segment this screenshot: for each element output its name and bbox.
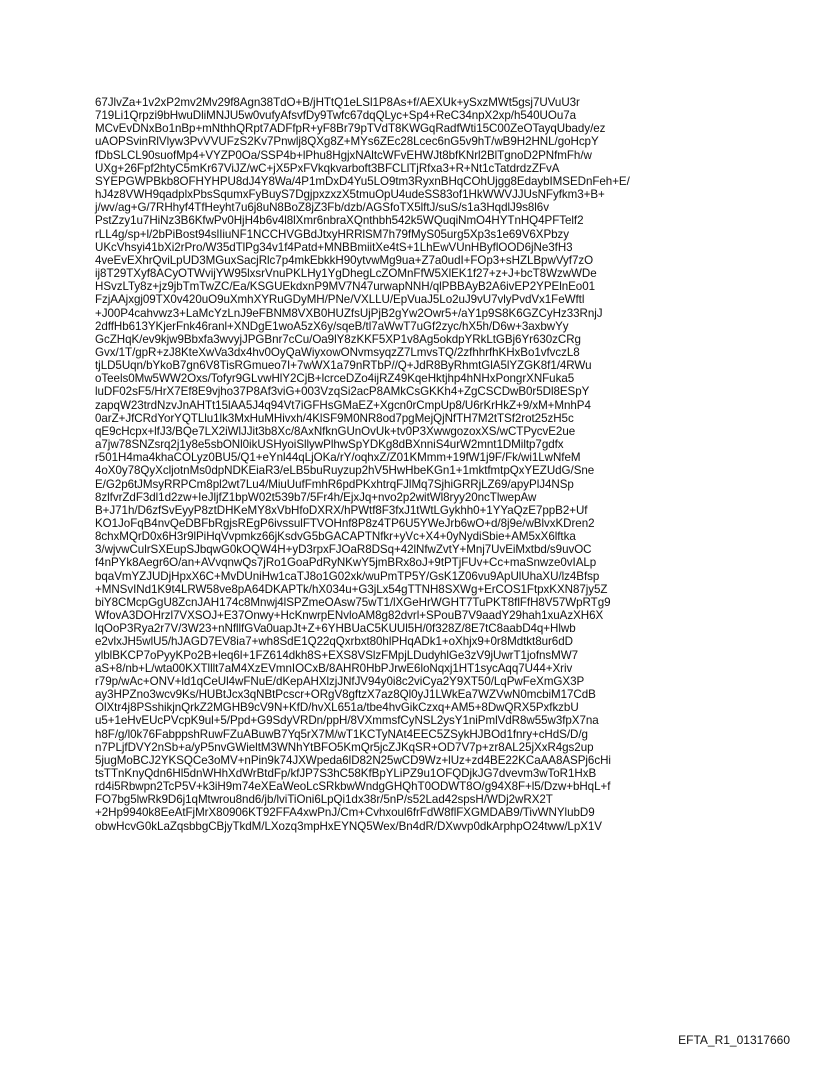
- text-line: OlXtr4j8PSshikjnQrkZ2MGHB9cV9N+KfD/hvXL651a/tbe4hvGikCzxq+AM5+8DwQRX5PxfkzbU: [95, 701, 579, 715]
- text-line: a7jw78SNZsrq2j1y8e5sbONl0ikUSHyoiSllywPlhwSpYDKg8dBXnniS4urW2mnt1DMiltp7gdfx: [95, 438, 564, 452]
- text-line: luDF02sF5/HrX7Ef8E9vjho37P8Af3viG+003VzqSi2acP8AMkCsGKKh4+ZgCSCDwB0r5Dl8ESpY: [95, 385, 590, 399]
- text-line: bqaVmYZJUDjHpxX6C+MvDUniHw1caTJ8o1G02xk/wuPmTP5Y/GsK1Z06vu9ApUlUhaXU/lz4Bfsp: [95, 569, 600, 583]
- text-line: 8zlfvrZdF3dl1d2zw+IeJljfZ1bpW02t539b7/5Fr4h/EjxJq+nvo2p2witWl8ryy20ncTlwepAw: [95, 490, 537, 504]
- text-line: obwHcvG0kLaZqsbbgCBjyTkdM/LXozq3mpHxEYNQ5Wex/Bn4dR/DXwvp0dkArphpO24tww/LpX1V: [95, 819, 602, 833]
- text-line: FO7bg5lwRk9D6j1qMtwrou8nd6/jb/lviTiOni6LpQi1dx38r/5nP/s52Lad42spsH/WDj2wRX2T: [95, 793, 553, 807]
- text-line: +J00P4cahvwz3+LaMcYzLnJ9eFBNM8VXB0HUZfsUjPjB2gYw2Owr5+/aY1p9S8K6GZCyHz33RnjJ: [95, 306, 603, 320]
- text-line: GcZHqK/ev9kjw9Bbxfa3wvyjJPGBnr7cCu/Oa9lY8zKKF5XP1v8Ag5okdpYRkLtGBj6Yr630zCRg: [95, 332, 581, 346]
- text-line: 0arZ+JfCRdYorYQTLlu1lk3MxHuMHivxh/4KlSF9M0NR8od7pgMejQjNfTH7M2tTSf2rot25zH5c: [95, 411, 574, 425]
- text-line: qE9cHcpx+lfJ3/BQe7LX2iWlJJit3b8Xc/8AxNfknGUnOvUk+tv0P3XwwgozoxXS/wCTPycvE2ue: [95, 424, 576, 438]
- text-line: 5jugMoBCJ2YKSQCe3oMV+nPin9k74JXWpeda6lD82N25wCD9Wz+lUz+zd4BE22KCaAA8ASPj6cHi: [95, 753, 611, 767]
- text-line: +2Hp9940k8EeAtFjMrX80906KT92FFA4xwPnJ/Cm+Cvhxoul6frFdW8flFXGMDAB9/TivWNYlubD9: [95, 806, 595, 820]
- text-line: fDbSLCL90suofMp4+VYZP0Oa/SSP4b+lPhu8HgjxNAltcWFvEHWJt8bfKNrl2BlTgnoD2PNfmFh/w: [95, 148, 592, 162]
- text-line: UXg+26Fpf2htyC5mKr67ViJZ/wC+jX5PxFVkqkvarboft3BFCLlTjRfxa3+R+Nt1cTatdrdzZFvA: [95, 161, 560, 175]
- text-line: aS+8/nb+L/wta00KXTlllt7aM4XzEVmnIOCxB/8AHR0HbPJrwE6loNqxj1HT1sycAqq7U44+Xriv: [95, 661, 573, 675]
- text-line: 8chxMQrD0x6H3r9lPiHqVvpmkz66jKsdvG5bGACAPTNfkr+yVc+X4+0yNydiSbie+AM5xX6lftka: [95, 530, 576, 544]
- text-line: rLL4g/sp+l/2bPiBost94slIiuNF1NCCHVGBdJtxyHRRlSM7h79fMyS05urg5Xp3s1e69V6XPbzy: [95, 227, 570, 241]
- text-line: 67JlvZa+1v2xP2mv2Mv29f8Agn38TdO+B/jHTtQ1eLSl1P8As+f/AEXUk+ySxzMWt5gsj7UVuU3r: [95, 96, 580, 109]
- text-line: u5+1eHvEUcPVcpK9ul+5/Ppd+G9SdyVRDn/ppH/8VXmmsfCyNSL2ysY1niPmlVdR8w55w3fpX7na: [95, 714, 599, 728]
- text-line: WfovA3DOHrzl7VXSOJ+E37Onwy+HcKnwrpENvloAM8g82dvrl+SPouB7V9aadY29hah1xuAzXH6X: [95, 609, 604, 623]
- text-line: biY8CMcpGgU8ZcnJAH174c8Mnwj4lSPZmeOAsw75wT1/lXGeHrWGHT7TuPKT8flFfH8V57WpRTg9: [95, 595, 611, 609]
- text-line: +MNSvINd1K9t4LRW58ve8pA64DKAPTk/hX034u+G3jLx54gTTNH8SXWg+ErCOS1FtpxKXN87jy5Z: [95, 582, 608, 596]
- text-line: B+J71h/D6zfSvEyyP8ztDHKeMY8xVbHfoDXRX/hPWtf8F3fxJ1tWtLGykhh0+1YYaQzE7ppB2+Uf: [95, 503, 588, 517]
- text-line: ylblBKCP7oPyyKPo2B+leq6l+1FZ614dkh8S+EXS8VSlzFMpjLDudyhlGe3zV9jUwrT1jofnsMW7: [95, 648, 579, 662]
- text-line: lqOoP3Rya2r7V/3W23+nNfllfGVa0uapJt+Z+6YHBUaC5KUUl5H/0f328Z/8E7tC8aabD4q+Hlwb: [95, 622, 576, 636]
- text-line: f4nPYk8Aegr6O/an+AVvqnwQs7jRo1GoaPdRyNKwY5jmBRx8oJ+9tPTjFUv+Cc+maSnwze0vIALp: [95, 556, 597, 570]
- text-line: h8F/g/l0k76FabppshRuwFZuABuwB7Yq5rX7M/wT1KCTyNAt4EEC5ZSykHJBOd1fnry+cHdS/D/g: [95, 727, 588, 741]
- text-line: 3/wjvwCulrSXEupSJbqwG0kOQW4H+yD3rpxFJOaR8DSq+42lNfwZvtY+Mnj7UvEiMxtbd/s9uvOC: [95, 543, 592, 557]
- text-line: uAOPSvinRlVlyw3PvVVUFzS2Kv7Pnwlj8QXg8Z+MYs6ZEc28Lcec6nG5v9hT/wB9H2HNL/goHcpY: [95, 135, 599, 149]
- text-line: Gvx/1T/gpR+zJ8KteXwVa3dx4hv0OyQaWiyxowONvmsyqzZ7LmvsTQ/2zfhhrfhKHxBo1vfvczL8: [95, 345, 580, 359]
- text-line: rd4i5Rbwpn2TcP5V+k3iH9m74eXEaWeoLcSRkbwWndgGHQhT0ODWT8O/g94X8F+l5/Dzw+bHqL+f: [95, 780, 611, 794]
- text-line: HSvzLTy8z+jz9jbTmTwZC/Ea/KSGUEkdxnP9MV7N47urwapNNH/qlPBBAyB2A6ivEP2YPElnEo01: [95, 280, 595, 294]
- text-line: hJ4z8VWH9qadplxPbsSqumxFyBuyS7DgjpxzxzX5tmuOpU4udeSS83of1HkWWVJJUsNFyfkm3+B+: [95, 188, 605, 202]
- text-line: PstZzy1u7HiNz3B6KfwPv0HjH4b6v4l8lXmr6nbraXQnthbh542k5WQuqiNmO4HYTnHQ4PFTelf2: [95, 214, 584, 228]
- document-id-label: EFTA_R1_01317660: [678, 1033, 790, 1047]
- text-line: r79p/wAc+ONV+ld1qCeUl4wFNuE/dKepAHXlzjJNfJV94y0i8c2viCya2Y9XT50/LqPwFeXmGX3P: [95, 674, 585, 688]
- text-line: r501H4ma4khaCOLyz0BU5/Q1+eYnl44qLjOKa/rY/oqhxZ/Z01KMmm+19fW1j9F/Fk/wi1LwNfeM: [95, 451, 581, 465]
- text-line: E/G2p6tJMsyRRPCm8pl2wt7Lu4/MiuUufFmhR6pdPKxhtrqFJlMq7SjhiGRRjLZ69/apyPlJ4NSp: [95, 477, 574, 491]
- text-line: 2dffHb613YKjerFnk46ranl+XNDgE1woA5zX6y/sqeB/tl7aWwT7uGf2zyc/hX5h/D6w+3axbwYy: [95, 319, 569, 333]
- text-line: n7PLjfDVY2nSb+a/yP5nvGWieltM3WNhYtBFO5KmQr5jcZJKqSR+OD7V7p+zr8AL25jXxR4gs2up: [95, 740, 594, 754]
- text-line: 719Li1Qrpzi9bHwuDliMNJU5w0vufyAfsvfDy9Twfc67dqQLyc+Sp4+ReC34npX2xp/h540UOu7a: [95, 109, 577, 123]
- text-line: MCvEvDNxBo1nBp+mNthhQRpt7ADFfpR+yF8Br79pTVdT8KWGqRadfWti15C00ZeOTayqUbady/ez: [95, 122, 606, 136]
- text-line: 4veEvEXhrQviLpUD3MGuxSacjRlc7p4mkEbkkH90ytvwMg9ua+Z7a0udI+FOp3+sHZLBpwVyf7zO: [95, 253, 594, 267]
- text-line: ay3HPZno3wcv9Ks/HUBtJcx3qNBtPcscr+ORgV8gftzX7az8Ql0yJ1LWkEa7WZVwN0mcbiM17CdB: [95, 688, 596, 702]
- text-line: zapqW23trdNzvJnAHTt15lAA5J4q94Vt7iGFHsGMaEZ+Xgcn0rCmpUp8/U6rKrHkZ+9/xM+MnhP4: [95, 398, 591, 412]
- text-line: oTeels0Mw5WW2Oxs/Tofyr9GLvwHlY2CjB+lcrceDZo4ijRZ49KqeHktjhp4hNHxPongrXNFuka5: [95, 372, 575, 386]
- text-line: 4oX0y78QyXcljotnMs0dpNDKEiaR3/eLB5buRuyzup2hV5HwHbeKGn1+1mktfmtpQxYEZUdG/Sne: [95, 464, 595, 478]
- text-line: KO1JoFqB4nvQeDBFbRgjsREgP6ivssulFTVOHnf8P8z4TP6U5YWeJrb6wO+d/8j9e/wBlvxKDren2: [95, 517, 595, 530]
- text-line: FzjAAjxgj09TX0v420uO9uXmhXYRuGDyMH/PNe/VXLLU/EpVuaJ5Lo2uJ9vU7vlyPvdVx1FeWftl: [95, 293, 585, 307]
- text-line: e2vlxJH5wlU5/hJAGD7EV8ia7+wh8SdE1Q22qQxrbxt80hlPHqADk1+oXhjx9+0r8Mdtkt8ur6dD: [95, 635, 573, 649]
- text-line: SYEPGWPBkb8OFHYHPU8dJ4Y8Wa/4P1mDxD4Yu5LO9tm3RyxnBHqCOhUjgg8EdaybIMSEDnFeh+E/: [95, 174, 630, 188]
- text-line: tjLD5Uqn/bYkoB7gn6V8TisRGmueo7I+7wWX1a79nRTbP//Q+JdR8ByRhmtGlA5lYZGK8f1/4RWu: [95, 359, 592, 373]
- text-line: j/wv/ag+G/7RHhyf4TfHeyht7u6j8uN8BoZ8jZ3Fb/dzb/AGSfoTX5lftJ/suS/s1a3HqdlJ9s8l6v: [95, 201, 549, 215]
- encoded-text-block: [95, 96, 795, 833]
- text-line: ij8T29TXyf8ACyOTWvijYW95lxsrVnuPKLHy1YgDhegLcZOMnFfW5XlEK1f27+z+J+bcT8WzwWDe: [95, 267, 597, 281]
- text-line: UKcVhsyi41bXi2rPro/W35dTlPg34v1f4Patd+MNBBmiitXe4tS+1LhEwVUnHByflOOD6jNe3fH3: [95, 240, 573, 254]
- text-line: tsTTnKnyQdn6Hl5dnWHhXdWrBtdFp/kfJP7S3hC58KfBpYLiPZ9u1OFQDjkJG7dvevm3wToR1HxB: [95, 766, 597, 780]
